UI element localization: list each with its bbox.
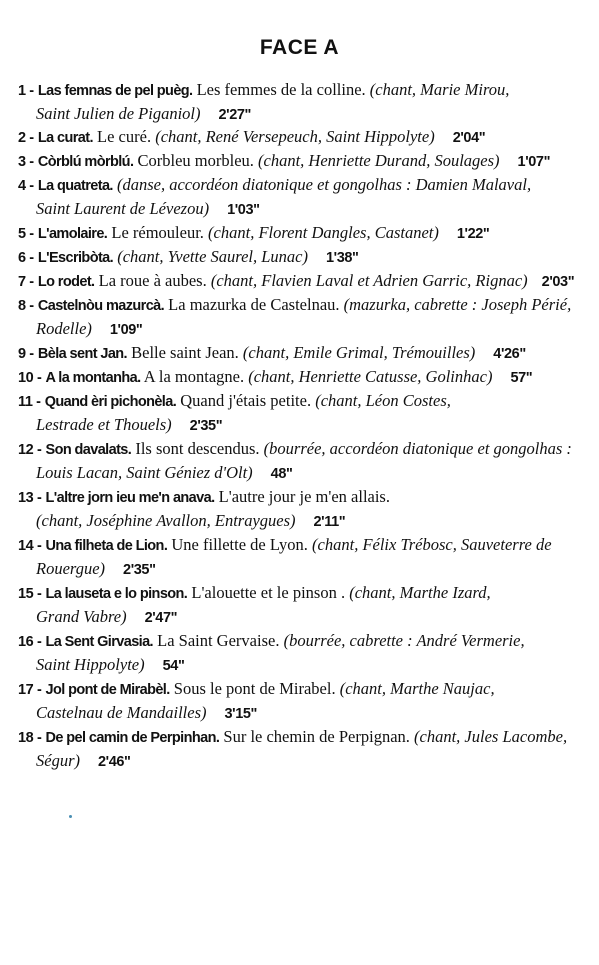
track-line [36,605,177,630]
track-duration: 2'35" [123,562,156,578]
track-translation: Les femmes de la colline. [196,80,366,99]
track-translation: La roue à aubes. [98,271,207,290]
track-translation: Une fillette de Lyon. [171,535,308,554]
track-duration: 1'22" [456,226,490,242]
track-number: 8 - [18,298,34,314]
track-credit: (chant, Emile Grimal, Trémouilles) [242,343,476,362]
track-credit: (mazurka, cabrette : Joseph Périé, [343,295,572,314]
track-title: Quand èri pichonèla. [44,394,177,410]
track-line [18,221,489,246]
track-duration: 2'27" [218,107,252,123]
track-translation: Quand j'étais petite. [180,391,312,410]
track-duration: 1'07" [517,154,551,170]
track-number: 1 - [18,83,34,99]
track-credit: (chant, Marthe Naujac, [339,679,495,698]
track-credit: (chant, Jules Lacombe, [414,727,568,746]
track-line [36,461,292,486]
track-line [18,245,359,270]
track-duration: 2'35" [189,418,223,434]
track-number: 16 - [18,634,42,650]
track-title: La lauseta e lo pinson. [45,586,188,602]
track-title: La curat. [37,130,93,146]
track-translation: Belle saint Jean. [131,343,239,362]
track-credit: Rodelle) [36,319,92,338]
track-credit: Lestrade et Thouels) [36,415,172,434]
track-line [18,725,567,750]
track-number: 13 - [18,490,42,506]
track-credit: (chant, Marthe Izard, [349,583,491,602]
face-title: FACE A [259,36,340,59]
track-number: 4 - [18,178,34,194]
track-line [36,197,260,222]
track-title: Còrblú mòrblú. [37,154,134,170]
track-line [18,533,552,558]
track-duration: 2'03" [541,274,575,290]
track-title: A la montanha. [45,370,141,386]
track-line [36,557,156,582]
track-duration: 48" [270,466,293,482]
track-translation: L'autre jour je m'en allais. [218,487,390,506]
track-credit: (chant, Florent Dangles, Castanet) [208,223,439,242]
track-translation: Corbleu morbleu. [137,151,254,170]
track-credit: (chant, René Versepeuch, Saint Hippolyte) [155,127,435,146]
track-title: Bèla sent Jan. [37,346,127,362]
track-translation: Sur le chemin de Perpignan. [223,727,410,746]
track-duration: 1'03" [227,202,260,218]
track-translation: Le curé. [97,127,152,146]
track-duration: 1'09" [109,322,143,338]
track-duration: 1'38" [326,250,359,266]
track-line [36,749,131,774]
track-title: Castelnòu mazurcà. [37,298,165,314]
track-duration: 57" [510,370,533,386]
track-line [36,413,222,438]
track-number: 17 - [18,682,42,698]
track-number: 7 - [18,274,34,290]
track-number: 3 - [18,154,34,170]
track-duration: 2'47" [144,610,178,626]
track-line [18,485,390,510]
track-number: 18 - [18,730,42,746]
track-line [18,677,495,702]
track-credit: Louis Lacan, Saint Géniez d'Olt) [36,463,253,482]
track-title: L'amolaire. [37,226,108,242]
track-duration: 2'46" [98,754,131,770]
track-title: De pel camin de Perpinhan. [45,730,220,746]
track-line [18,173,531,198]
track-duration: 2'11" [313,514,346,530]
track-translation: A la montagne. [143,367,245,386]
track-line [18,581,491,606]
track-title: Son davalats. [45,442,132,458]
track-number: 14 - [18,538,42,554]
track-number: 10 - [18,370,42,386]
track-title: Una filheta de Lion. [45,538,168,554]
track-translation: L'alouette et le pinson . [191,583,346,602]
track-number: 2 - [18,130,34,146]
speck-dot [69,815,72,818]
track-number: 15 - [18,586,42,602]
track-credit: Ségur) [36,751,80,770]
track-line [18,365,532,390]
track-credit: (bourrée, accordéon diatonique et gongolhas : [263,439,572,458]
track-credit: (chant, Henriette Durand, Soulages) [258,151,500,170]
track-credit: (chant, Marie Mirou, [369,80,510,99]
track-credit: (chant, Henriette Catusse, Golinhac) [248,367,493,386]
track-number: 5 - [18,226,34,242]
track-title: L'Escribòta. [37,250,114,266]
track-number: 11 - [18,394,41,410]
track-duration: 4'26" [493,346,526,362]
track-credit: Castelnau de Mandailles) [36,703,207,722]
track-title: Jol pont de Mirabèl. [45,682,170,698]
track-credit: (chant, Léon Costes, [315,391,451,410]
track-duration: 54" [162,658,185,674]
track-translation: Le rémouleur. [111,223,204,242]
track-number: 12 - [18,442,42,458]
track-credit: (danse, accordéon diatonique et gongolhas : Damien Malaval, [116,175,532,194]
track-title: Lo rodet. [37,274,95,290]
track-line [18,269,574,294]
track-credit: Rouergue) [36,559,106,578]
track-translation: Ils sont descendus. [135,439,260,458]
track-duration: 2'04" [452,130,486,146]
track-credit: (bourrée, cabrette : André Vermerie, [283,631,525,650]
track-line [18,293,571,318]
track-line [18,341,526,366]
track-line [36,509,345,534]
track-credit: Saint Julien de Piganiol) [36,104,201,123]
track-line [18,78,509,103]
track-title: La Sent Girvasia. [45,634,153,650]
track-credit: Saint Hippolyte) [36,655,145,674]
track-translation: La mazurka de Castelnau. [168,295,340,314]
track-line [18,629,525,654]
track-line [36,653,184,678]
track-credit: (chant, Yvette Saurel, Lunac) [117,247,308,266]
track-credit: (chant, Flavien Laval et Adrien Garric, Rignac) [210,271,528,290]
track-credit: Grand Vabre) [36,607,127,626]
track-duration: 3'15" [224,706,257,722]
track-line [18,437,572,462]
track-line [36,102,251,127]
track-credit: Saint Laurent de Lévezou) [36,199,210,218]
track-line [36,317,142,342]
track-title: L'altre jorn ieu me'n anava. [45,490,215,506]
track-line [18,149,550,174]
track-credit: (chant, Joséphine Avallon, Entraygues) [36,511,296,530]
track-line [18,125,485,150]
track-number: 6 - [18,250,34,266]
track-credit: (chant, Félix Trébosc, Sauveterre de [312,535,552,554]
track-translation: Sous le pont de Mirabel. [173,679,336,698]
track-title: Las femnas de pel puèg. [37,83,193,99]
track-line [18,389,451,414]
track-number: 9 - [18,346,34,362]
track-translation: La Saint Gervaise. [157,631,280,650]
track-title: La quatreta. [37,178,113,194]
track-line [36,701,257,726]
